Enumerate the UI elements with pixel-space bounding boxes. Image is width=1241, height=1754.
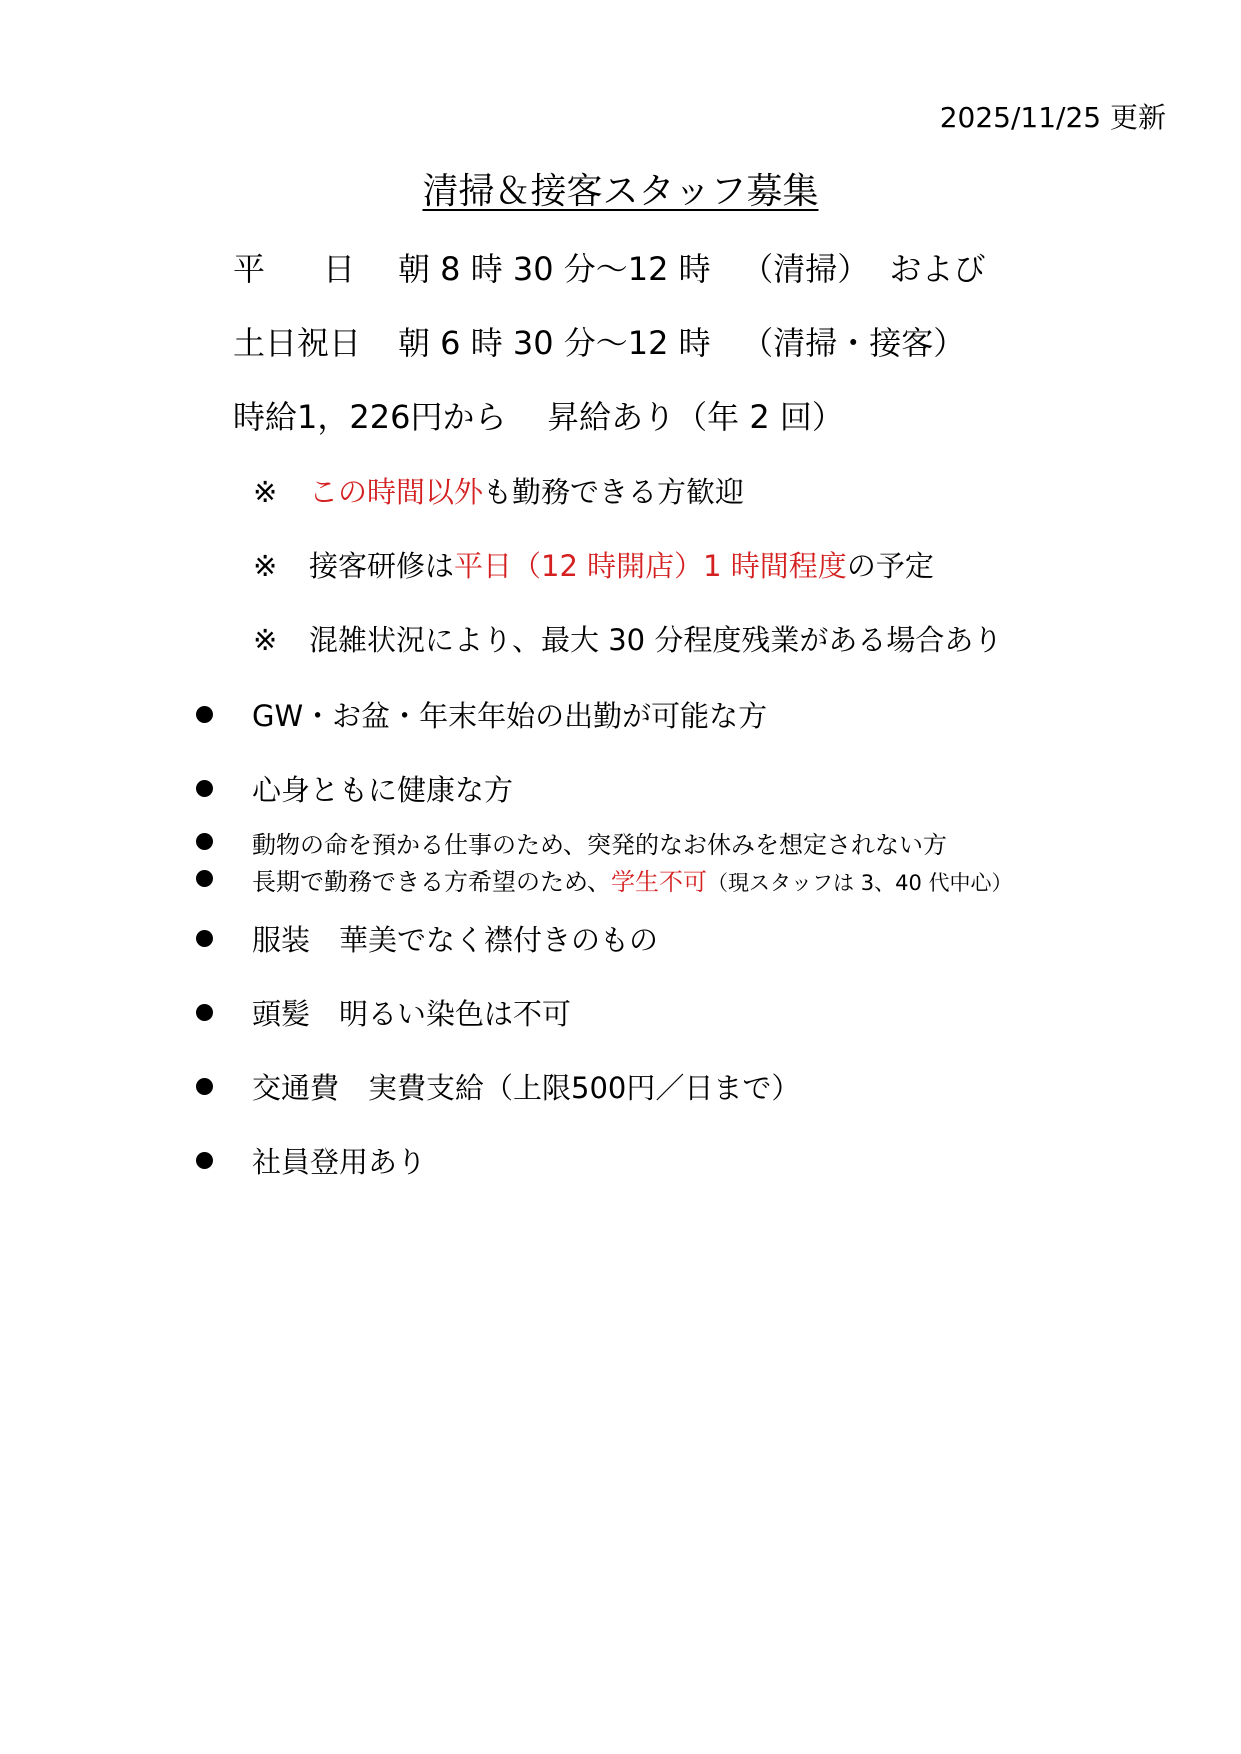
bullet-icon	[196, 833, 213, 850]
list-item-text: 動物の命を預かる仕事のため、突発的なお休みを想定されない方	[252, 831, 948, 859]
bullet-icon	[196, 1152, 213, 1169]
schedule-time: 朝 6 時 30 分～12 時	[398, 324, 711, 362]
note-3	[253, 618, 1002, 659]
list-item-text	[252, 862, 1012, 897]
list-item-text: 心身ともに健康な方	[252, 773, 514, 807]
note-text-pre: 接客研修は	[309, 549, 455, 583]
note-highlight: この時間以外	[309, 475, 484, 509]
bullet-icon	[196, 870, 213, 887]
note-2	[253, 544, 934, 585]
note-highlight: 平日（12 時開店）1 時間程度	[454, 549, 847, 583]
schedule-label: 土日祝日	[233, 324, 362, 362]
update-date: 2025/11/25 更新	[939, 101, 1166, 134]
wage-line	[233, 392, 844, 438]
note-mark: ※	[253, 623, 278, 657]
note-text: 混雑状況により、最大 30 分程度残業がある場合あり	[309, 623, 1003, 657]
bullet-icon	[196, 930, 213, 947]
schedule-label: 平日	[233, 250, 414, 288]
note-mark: ※	[253, 475, 278, 509]
schedule-duty: （清掃）	[741, 250, 870, 288]
title-text: 清掃＆接客スタッフ募集	[422, 171, 819, 212]
schedule-weekend	[233, 318, 965, 364]
list-item-text: GW・お盆・年末年始の出勤が可能な方	[252, 699, 768, 733]
list-item-text: 交通費 実費支給（上限500円／日まで）	[252, 1071, 801, 1105]
list-item-text-pre: 長期で勤務できる方希望のため、	[252, 868, 612, 896]
schedule-time: 朝 8 時 30 分～12 時	[398, 250, 711, 288]
list-item-highlight: 学生不可	[611, 868, 708, 896]
bullet-icon	[196, 706, 213, 723]
schedule-suffix: および	[889, 250, 986, 288]
list-item-text: 頭髪 明るい染色は不可	[252, 997, 572, 1031]
note-text: も勤務できる方歓迎	[483, 475, 745, 509]
list-item-text: 服装 華美でなく襟付きのもの	[252, 923, 659, 957]
list-item-text: 社員登用あり	[252, 1145, 427, 1179]
schedule-weekday	[233, 244, 986, 290]
list-item-note: （現スタッフは 3、40 代中心）	[707, 871, 1013, 895]
note-text: の予定	[846, 549, 934, 583]
page-title	[0, 163, 1241, 214]
bullet-icon	[196, 1004, 213, 1021]
wage-raise: 昇給あり（年 2 回）	[547, 398, 844, 436]
note-1	[253, 470, 744, 511]
bullet-icon	[196, 780, 213, 797]
schedule-duty: （清掃・接客）	[741, 324, 966, 362]
bullet-icon	[196, 1078, 213, 1095]
note-mark: ※	[253, 549, 278, 583]
wage-base: 時給1，226円から	[233, 398, 507, 436]
